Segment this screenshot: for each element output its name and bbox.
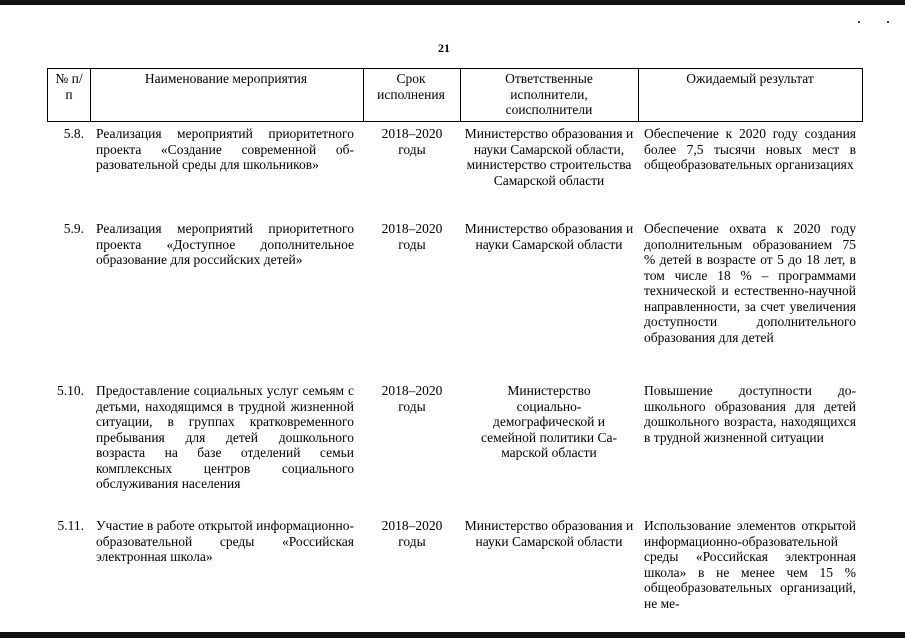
row-responsible: Министерство образования и науки Самарской области xyxy=(464,518,634,549)
bottom-border xyxy=(0,632,905,638)
column-divider xyxy=(363,69,364,122)
header-name: Наименование мероприятия xyxy=(144,71,308,86)
header-result: Ожидаемый результат xyxy=(686,71,814,86)
scan-speck xyxy=(858,21,860,23)
header-num: № п/п xyxy=(55,71,83,102)
row-result: Обеспечение к 2020 году создания более 7,5 тысячи новых мест в общеобразовательных организациях xyxy=(644,126,856,172)
row-name: Реализация мероприятий приоритетного проекта «Создание современной образовательной среды для школьников» xyxy=(96,126,354,172)
row-result: Обеспечение охвата к 2020 году дополнительным образованием 75 % детей в возрасте от 5 до 18 лет, в том числе 18 % – программами технической и естественно-научной направленности, за счет увеличения доступности дополнительного образования для детей xyxy=(644,221,856,345)
row-responsible: Министерство образования и науки Самарской области, министерство строительства Самарской области xyxy=(464,126,634,188)
row-result: Повышение доступности дошкольного образования для детей дошкольного возраста, находящихся в трудной жизненной ситуации xyxy=(644,383,856,445)
row-term: 2018–2020 годы xyxy=(381,383,443,414)
column-divider xyxy=(638,69,639,122)
top-border xyxy=(0,0,905,5)
column-divider xyxy=(90,69,91,122)
row-name: Участие в работе открытой информационно-образовательной среды «Российская электронная школа» xyxy=(96,518,354,564)
row-number: 5.9. xyxy=(63,221,84,236)
header-term: Срок исполнения xyxy=(377,71,445,102)
row-number: 5.8. xyxy=(63,126,84,141)
row-term: 2018–2020 годы xyxy=(381,221,443,252)
header-responsible: Ответственные исполнители, соисполнители xyxy=(505,71,593,117)
column-divider xyxy=(47,69,48,122)
row-number: 5.11. xyxy=(57,518,84,533)
row-responsible: Министерство социально-демографической и семейной политики Самарской области xyxy=(480,383,618,460)
row-responsible: Министерство образования и науки Самарской области xyxy=(464,221,634,252)
page-number: 21 xyxy=(438,41,450,55)
column-divider xyxy=(460,69,461,122)
row-name: Реализация мероприятий приоритетного проекта «Доступное дополнительное образование для российских детей» xyxy=(96,221,354,267)
row-term: 2018–2020 годы xyxy=(381,518,443,549)
row-number: 5.10. xyxy=(57,383,84,398)
row-result: Использование элементов открытой информационно-образовательной среды «Российская электронная школа» в не менее чем 15 % общеобразовательных организаций, не ме- xyxy=(644,518,856,611)
table-top-rule xyxy=(47,68,863,69)
scan-speck xyxy=(887,21,889,23)
column-divider xyxy=(862,69,863,122)
row-name: Предоставление социальных услуг семьям с детьми, находящимся в трудной жизненной ситуации, в группах кратковременного пребывания для детей дошкольного возраста на базе отделений семьи комплексных центров социального обслуживания населения xyxy=(96,383,354,491)
row-term: 2018–2020 годы xyxy=(381,126,443,157)
header-bottom-rule xyxy=(47,121,863,122)
